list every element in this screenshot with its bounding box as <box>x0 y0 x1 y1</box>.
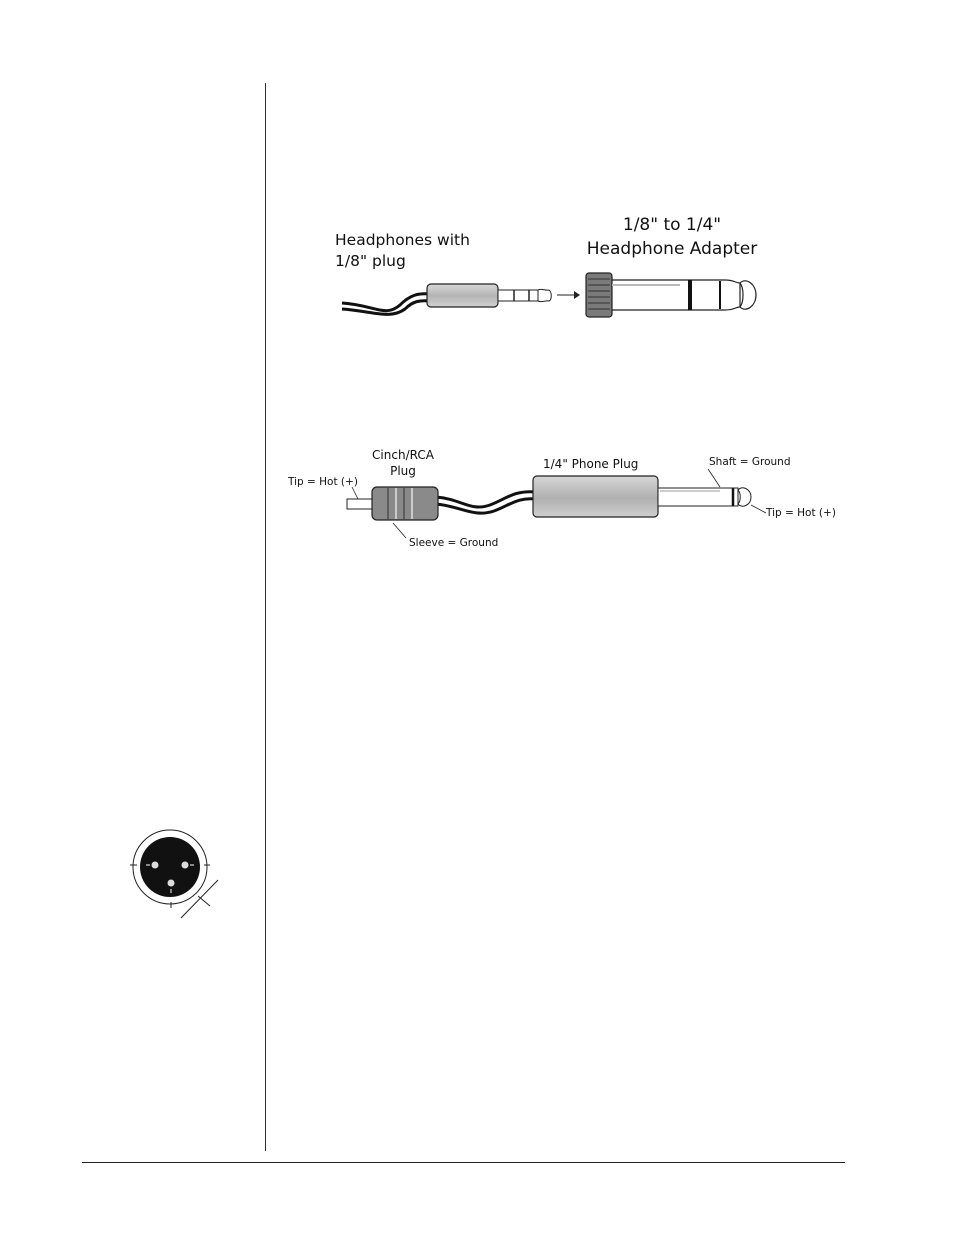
rca-plug-label-line1: Cinch/RCA <box>372 448 434 462</box>
adapter-label-line1: 1/8" to 1/4" <box>622 215 722 235</box>
xlr-face <box>140 837 200 897</box>
rca-tip-label: Tip = Hot (+) <box>288 476 358 488</box>
rca-plug-label-line2: Plug <box>390 464 416 478</box>
phone-tip-label: Tip = Hot (+) <box>766 507 836 519</box>
adapter-label-line2: Headphone Adapter <box>586 239 758 259</box>
xlr-pin-1 <box>152 862 159 869</box>
phone-plug-label: 1/4" Phone Plug <box>543 457 639 471</box>
shaft-label: Shaft = Ground <box>709 456 791 468</box>
headphones-label-line1: Headphones with <box>335 231 470 249</box>
xlr-pin-3 <box>168 880 175 887</box>
xlr-pin-2 <box>182 862 189 869</box>
headphones-label-line2: 1/8" plug <box>335 252 406 270</box>
rca-sleeve-label: Sleeve = Ground <box>409 537 499 549</box>
